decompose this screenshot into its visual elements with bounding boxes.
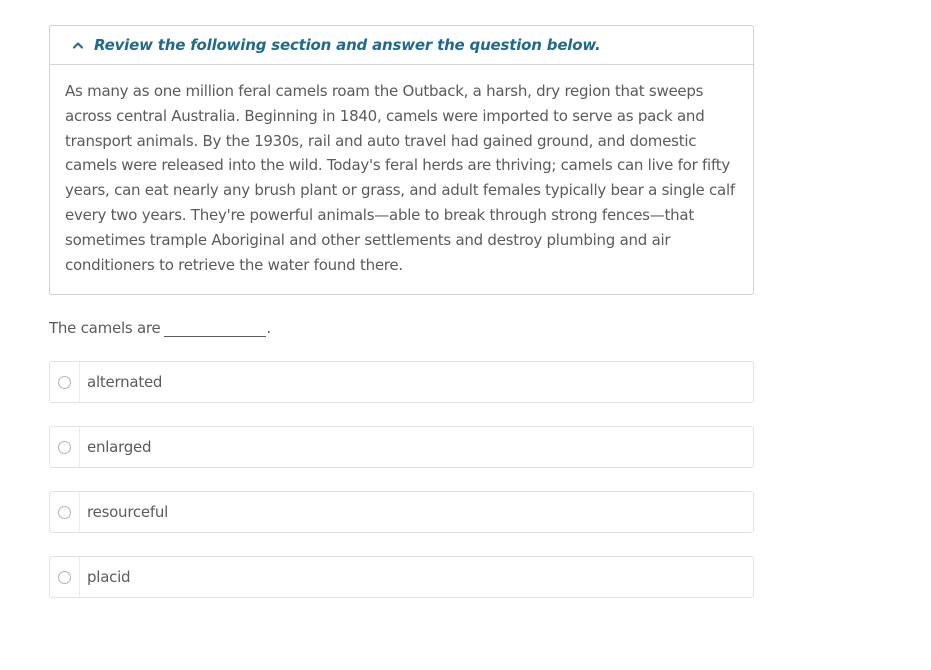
question-stem <box>49 318 271 337</box>
answer-option-resourceful[interactable] <box>49 491 754 533</box>
question-end-punctuation: . <box>266 319 271 337</box>
question-text: The camels are <box>49 319 161 337</box>
option-label: enlarged <box>87 438 152 456</box>
radio-button[interactable] <box>58 506 71 519</box>
review-panel-header[interactable] <box>50 26 753 65</box>
review-panel <box>49 25 754 295</box>
answer-option-alternated[interactable] <box>49 361 754 403</box>
chevron-up-icon[interactable] <box>72 39 84 51</box>
answer-option-placid[interactable] <box>49 556 754 598</box>
option-divider <box>79 427 80 467</box>
answer-option-enlarged[interactable] <box>49 426 754 468</box>
option-divider <box>79 557 80 597</box>
radio-button[interactable] <box>58 441 71 454</box>
passage-text: As many as one million feral camels roam the Outback, a harsh, dry region that sweeps across central Australia. Beginning in 1840, camels were imported to serve as pack and transport animals. By the 1930s, rail and auto travel had gained ground, and domestic camels were released into the wild. Today's feral herds are thriving; camels can live for fifty years, can eat nearly any brush plant or grass, and adult females typically bear a single calf every two years. They're powerful animals—able to break through strong fences—that sometimes trample Aboriginal and other settlements and destroy plumbing and air conditioners to retrieve the water found there. <box>65 82 735 274</box>
option-divider <box>79 492 80 532</box>
option-divider <box>79 362 80 402</box>
radio-button[interactable] <box>58 571 71 584</box>
radio-button[interactable] <box>58 376 71 389</box>
answer-blank <box>164 318 266 337</box>
option-label: placid <box>87 568 131 586</box>
review-panel-title: Review the following section and answer the question below. <box>94 36 601 54</box>
option-label: resourceful <box>87 503 169 521</box>
option-label: alternated <box>87 373 163 391</box>
